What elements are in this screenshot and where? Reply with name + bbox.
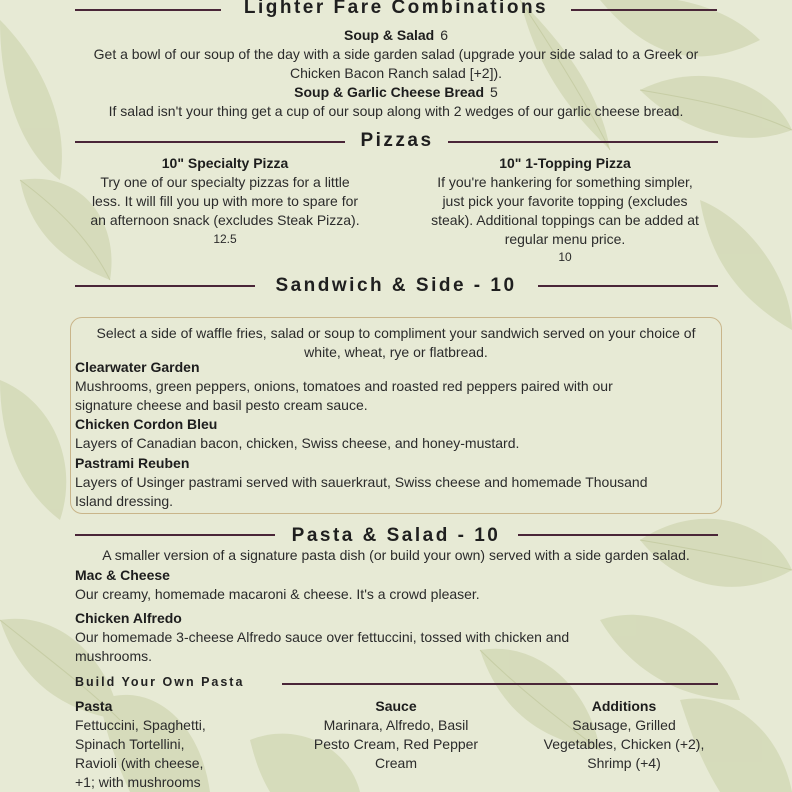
cordon-bleu-desc: Layers of Canadian bacon, chicken, Swiss cheese, and honey-mustard. (75, 435, 520, 451)
clearwater-desc-2: signature cheese and basil pesto cream sauce. (75, 397, 368, 413)
byo-col-additions-3: Shrimp (+4) (587, 755, 661, 771)
soup-bread-price: 5 (490, 84, 498, 100)
mac-cheese-name: Mac & Cheese (75, 567, 170, 583)
sandwich-rule-left (75, 285, 255, 287)
pizza-rule-left (75, 141, 345, 143)
byo-col-sauce-2: Pesto Cream, Red Pepper (313, 736, 479, 752)
soup-salad-desc-2: Chicken Bacon Ranch salad [+2]). (289, 65, 503, 81)
byo-col-pasta-2: Spinach Tortellini, (75, 736, 185, 752)
cordon-bleu-name: Chicken Cordon Bleu (75, 416, 218, 432)
lighter-fare-title: Lighter Fare Combinations (243, 0, 549, 18)
alfredo-desc-2: mushrooms. (75, 648, 153, 664)
reuben-name: Pastrami Reuben (75, 455, 190, 471)
byo-rule (282, 683, 718, 685)
sandwich-title: Sandwich & Side - 10 (275, 275, 517, 296)
clearwater-name: Clearwater Garden (75, 359, 200, 375)
soup-bread-heading (0, 83, 792, 102)
byo-col-additions-2: Vegetables, Chicken (+2), (543, 736, 705, 752)
pizzas-title: Pizzas (360, 130, 434, 151)
pasta-rule-left (75, 534, 275, 536)
specialty-pizza-desc-2: less. It will fill you up with more to spare for (91, 193, 359, 209)
specialty-pizza-desc-3: an afternoon snack (excludes Steak Pizza). (90, 212, 360, 228)
soup-bread-name: Soup & Garlic Cheese Bread (294, 84, 485, 100)
pizza-rule-right (448, 141, 718, 143)
byo-pasta-title: Build Your Own Pasta (75, 675, 245, 689)
sandwich-rule-right (538, 285, 718, 287)
mac-cheese-desc: Our creamy, homemade macaroni & cheese. It's a crowd pleaser. (75, 586, 480, 602)
pasta-intro: A smaller version of a signature pasta dish (or build your own) served with a side garden salad. (102, 547, 690, 563)
topping-pizza-price: 10 (558, 250, 572, 264)
specialty-pizza-name: 10" Specialty Pizza (161, 155, 289, 171)
reuben-desc-1: Layers of Usinger pastrami served with sauerkraut, Swiss cheese and homemade Thousand (75, 474, 648, 490)
topping-pizza-desc-4: regular menu price. (504, 231, 626, 247)
section-rule-left (75, 9, 221, 11)
byo-col-sauce-1: Marinara, Alfredo, Basil (323, 717, 469, 733)
soup-salad-heading (0, 26, 792, 45)
specialty-pizza-price: 12.5 (213, 232, 237, 246)
byo-col-additions-1: Sausage, Grilled (572, 717, 676, 733)
section-rule-right (571, 9, 717, 11)
topping-pizza-desc-2: just pick your favorite topping (excludes (442, 193, 688, 209)
alfredo-desc-1: Our homemade 3-cheese Alfredo sauce over fettuccini, tossed with chicken and (75, 629, 570, 645)
soup-salad-price: 6 (440, 27, 449, 43)
byo-col-pasta-3: Ravioli (with cheese, (75, 755, 204, 771)
byo-col-pasta-head: Pasta (75, 698, 113, 714)
alfredo-name: Chicken Alfredo (75, 610, 182, 626)
soup-salad-desc-1: Get a bowl of our soup of the day with a side garden salad (upgrade your side salad to a Greek or (93, 46, 699, 62)
pasta-rule-right (518, 534, 718, 536)
specialty-pizza-desc-1: Try one of our specialty pizzas for a little (100, 174, 350, 190)
byo-col-sauce-head: Sauce (375, 698, 417, 714)
byo-col-additions-head: Additions (591, 698, 657, 714)
clearwater-desc-1: Mushrooms, green peppers, onions, tomatoes and roasted red peppers paired with our (75, 378, 613, 394)
reuben-desc-2: Island dressing. (75, 493, 174, 509)
topping-pizza-desc-1: If you're hankering for something simpler, (437, 174, 693, 190)
sandwich-intro-1: Select a side of waffle fries, salad or soup to compliment your sandwich served on your choice of (96, 325, 696, 341)
sandwich-intro-2: white, wheat, rye or flatbread. (304, 344, 488, 360)
soup-bread-desc: If salad isn't your thing get a cup of our soup along with 2 wedges of our garlic cheese bread. (108, 103, 684, 119)
byo-col-pasta-1: Fettuccini, Spaghetti, (75, 717, 206, 733)
pasta-title: Pasta & Salad - 10 (291, 525, 501, 546)
byo-col-sauce-3: Cream (374, 755, 417, 771)
topping-pizza-desc-3: steak). Additional toppings can be added at (431, 212, 699, 228)
byo-col-pasta-4: +1; with mushrooms (75, 774, 201, 790)
soup-salad-name: Soup & Salad (343, 27, 435, 43)
topping-pizza-name: 10" 1-Topping Pizza (499, 155, 631, 171)
